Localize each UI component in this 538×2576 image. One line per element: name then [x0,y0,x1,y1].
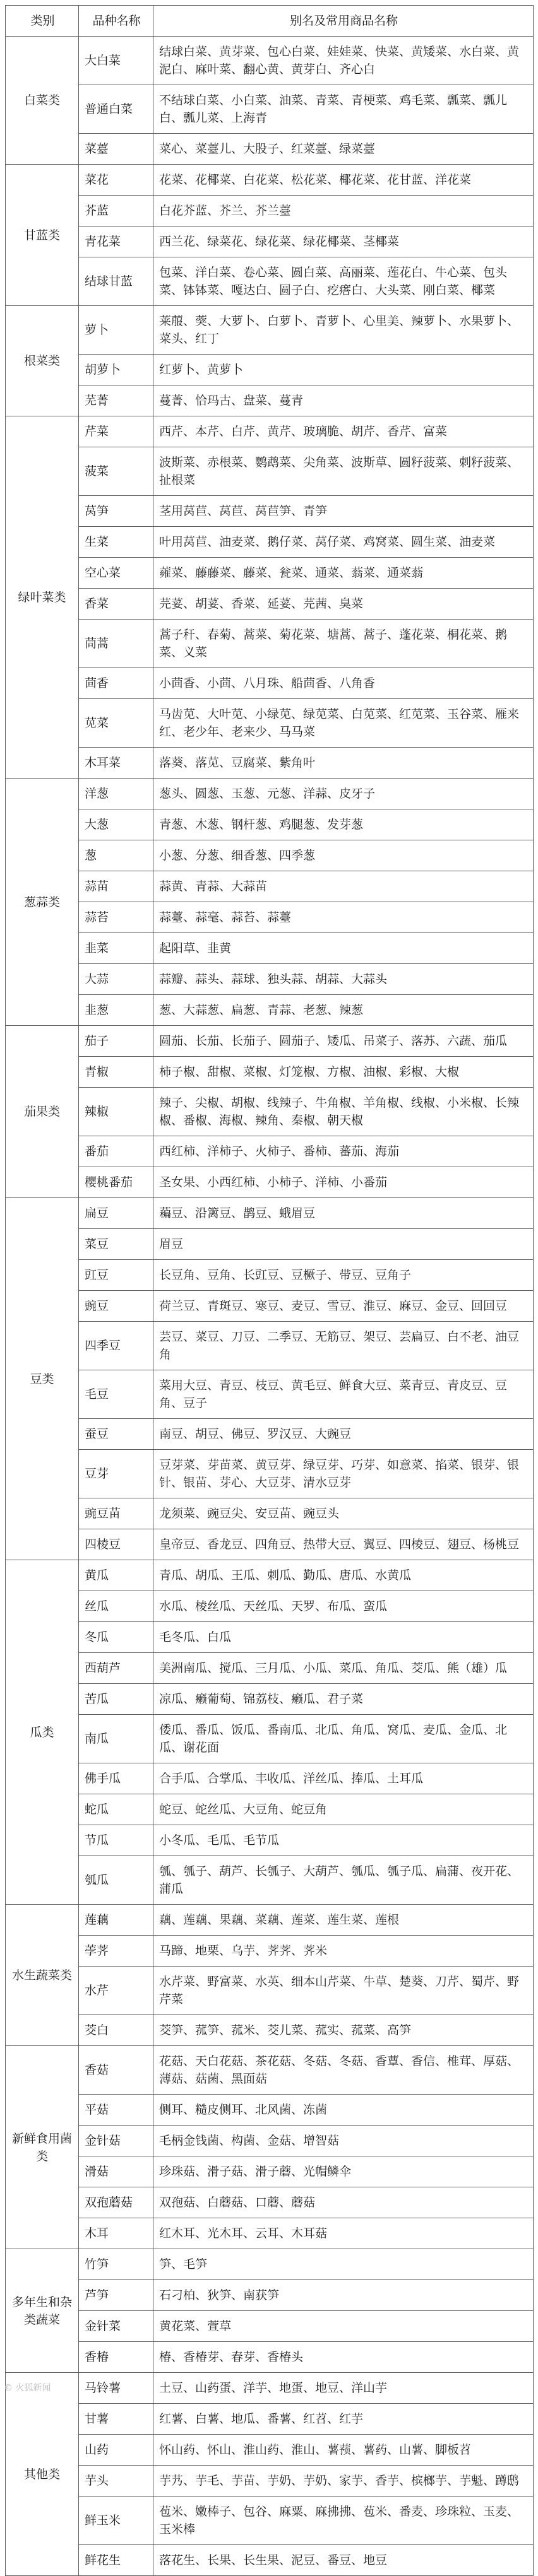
alias-names-cell: 菜心、菜薹儿、大股子、红菜薹、绿菜薹 [153,134,534,165]
variety-name-cell: 蛇瓜 [79,1794,153,1825]
alias-names-cell: 眉豆 [153,1229,534,1260]
variety-name-cell: 四棱豆 [79,1529,153,1560]
alias-names-cell: 葱头、圆葱、玉葱、元葱、洋蒜、皮牙子 [153,779,534,809]
alias-names-cell: 水芹菜、野富菜、水英、细本山芹菜、牛草、楚葵、刀芹、蜀芹、野芹菜 [153,1967,534,2015]
table-row [6,995,534,1026]
alias-names-cell: 蒜黄、青蒜、大蒜苗 [153,871,534,902]
variety-name-cell: 鲜花生 [79,2545,153,2576]
table-row [6,1370,534,1419]
alias-names-cell: 蕹菜、藤藤菜、藤菜、瓮菜、通菜、蓊菜、通菜蓊 [153,558,534,589]
table-row [6,1450,534,1498]
alias-names-cell: 毛冬瓜、白瓜 [153,1622,534,1653]
alias-names-cell: 茭笋、菰笋、菰米、茭儿菜、菰实、菰菜、高笋 [153,2015,534,2046]
table-row [6,1967,534,2015]
table-row [6,2187,534,2218]
table-row [6,1825,534,1856]
table-row [6,416,534,447]
variety-name-cell: 豇豆 [79,1260,153,1291]
alias-names-cell: 土豆、山药蛋、洋芋、地蛋、地豆、洋山芋 [153,2373,534,2404]
table-row [6,1498,534,1529]
variety-name-cell: 南瓜 [79,1715,153,1763]
table-row [6,748,534,779]
vegetable-name-table-wrapper [5,5,533,2576]
alias-names-cell: 不结球白菜、小白菜、油菜、青菜、青梗菜、鸡毛菜、瓢菜、瓢儿白、瓢儿菜、上海青 [153,85,534,134]
variety-name-cell: 番茄 [79,1136,153,1167]
alias-names-cell: 石刁柏、狄笋、南获笋 [153,2280,534,2311]
variety-name-cell: 平菇 [79,2095,153,2126]
variety-name-cell: 菜花 [79,165,153,196]
variety-name-cell: 茼蒿 [79,620,153,668]
table-row [6,620,534,668]
alias-names-cell: 凉瓜、癞葡萄、锦荔枝、癞瓜、君子菜 [153,1684,534,1715]
alias-names-cell: 美洲南瓜、搅瓜、三月瓜、小瓜、菜瓜、角瓜、茭瓜、熊（雄）瓜 [153,1653,534,1684]
variety-name-cell: 甘薯 [79,2404,153,2435]
alias-names-cell: 红木耳、光木耳、云耳、木耳菇 [153,2218,534,2249]
variety-name-cell: 莴笋 [79,496,153,527]
category-cell: 水生蔬菜类 [6,1905,79,2046]
alias-names-cell: 珍珠菇、滑子菇、滑子蘑、光帽鳞伞 [153,2156,534,2187]
category-cell: 根菜类 [6,306,79,416]
variety-name-cell: 豌豆苗 [79,1498,153,1529]
table-row [6,165,534,196]
variety-name-cell: 毛豆 [79,1370,153,1419]
table-row [6,1167,534,1198]
variety-name-cell: 蚕豆 [79,1419,153,1450]
variety-name-cell: 韭葱 [79,995,153,1026]
variety-name-cell: 金针菇 [79,2126,153,2156]
variety-name-cell: 菜豆 [79,1229,153,1260]
table-row [6,2280,534,2311]
variety-name-cell: 生菜 [79,527,153,558]
alias-names-cell: 黄花菜、萱草 [153,2311,534,2342]
table-row [6,1322,534,1370]
table-row [6,1763,534,1794]
table-row [6,1088,534,1136]
table-row [6,385,534,416]
variety-name-cell: 豌豆 [79,1291,153,1322]
watermark: © 火狐新闻 [4,2383,51,2393]
header-aliases: 别名及常用商品名称 [153,6,534,37]
alias-names-cell: 西红柿、洋柿子、火柿子、番柿、蕃茄、海茄 [153,1136,534,1167]
alias-names-cell: 红薯、白薯、地瓜、番薯、红苕、红芋 [153,2404,534,2435]
variety-name-cell: 丝瓜 [79,1591,153,1622]
alias-names-cell: 芫荽、胡荽、香菜、延荽、芫茜、臭菜 [153,589,534,620]
variety-name-cell: 蒜苔 [79,902,153,933]
alias-names-cell: 小葱、分葱、细香葱、四季葱 [153,840,534,871]
variety-name-cell: 茴香 [79,668,153,699]
variety-name-cell: 木耳菜 [79,748,153,779]
table-row [6,1026,534,1057]
variety-name-cell: 香菜 [79,589,153,620]
table-row [6,2311,534,2342]
variety-name-cell: 菠菜 [79,447,153,496]
alias-names-cell: 青瓜、胡瓜、王瓜、刺瓜、勤瓜、唐瓜、水黄瓜 [153,1560,534,1591]
category-cell: 豆类 [6,1198,79,1560]
table-row [6,2218,534,2249]
table-row [6,2466,534,2497]
alias-names-cell: 茎用莴苣、莴苣、莴苣笋、青笋 [153,496,534,527]
variety-name-cell: 大葱 [79,809,153,840]
table-row [6,2156,534,2187]
variety-name-cell: 香菇 [79,2046,153,2095]
table-row [6,871,534,902]
alias-names-cell: 红萝卜、黄萝卜 [153,355,534,385]
alias-names-cell: 荷兰豆、青斑豆、寒豆、麦豆、雪豆、淮豆、麻豆、金豆、回回豆 [153,1291,534,1322]
variety-name-cell: 菜薹 [79,134,153,165]
alias-names-cell: 莱菔、葖、大萝卜、白萝卜、青萝卜、心里美、辣萝卜、水果萝卜、菜头、红丁 [153,306,534,355]
table-row [6,2342,534,2373]
table-row [6,1291,534,1322]
table-row [6,2095,534,2126]
category-cell: 其他类 [6,2373,79,2576]
table-row [6,306,534,355]
table-row [6,134,534,165]
alias-names-cell: 合手瓜、合掌瓜、丰收瓜、洋丝瓜、捧瓜、土耳瓜 [153,1763,534,1794]
table-row [6,933,534,964]
table-row [6,2435,534,2466]
alias-names-cell: 青葱、木葱、钢杆葱、鸡腿葱、发芽葱 [153,809,534,840]
variety-name-cell: 葱 [79,840,153,871]
variety-name-cell: 滑菇 [79,2156,153,2187]
table-row [6,1529,534,1560]
alias-names-cell: 芋艿、芋毛、芋苗、芋奶、芋奶、家芋、香芋、槟榔芋、芋魁、蹲鸱 [153,2466,534,2497]
category-cell: 甘蓝类 [6,165,79,306]
variety-name-cell: 茭白 [79,2015,153,2046]
alias-names-cell: 花菇、天白花菇、茶花菇、冬菇、冬菇、香蕈、香信、椎茸、厚菇、薄菇、菇菌、黑面菇 [153,2046,534,2095]
alias-names-cell: 侧耳、糙皮侧耳、北风菌、冻菌 [153,2095,534,2126]
variety-name-cell: 洋葱 [79,779,153,809]
table-row [6,1715,534,1763]
table-row [6,1591,534,1622]
variety-name-cell: 芹菜 [79,416,153,447]
variety-name-cell: 马铃薯 [79,2373,153,2404]
variety-name-cell: 四季豆 [79,1322,153,1370]
alias-names-cell: 毛柄金钱菌、构菌、金菇、增智菇 [153,2126,534,2156]
variety-name-cell: 樱桃番茄 [79,1167,153,1198]
variety-name-cell: 韭菜 [79,933,153,964]
table-body [6,37,534,2576]
table-row [6,1136,534,1167]
category-cell: 茄果类 [6,1026,79,1198]
variety-name-cell: 芥蓝 [79,196,153,226]
alias-names-cell: 落葵、落苋、豆腐菜、紫角叶 [153,748,534,779]
category-cell: 绿叶菜类 [6,416,79,779]
alias-names-cell: 蔓菁、恰玛古、盘菜、蔓青 [153,385,534,416]
table-row [6,840,534,871]
table-row [6,355,534,385]
table-row [6,1653,534,1684]
alias-names-cell: 西芹、本芹、白芹、黄芹、玻璃脆、胡芹、香芹、富菜 [153,416,534,447]
alias-names-cell: 藕、莲藕、果藕、菜藕、莲菜、莲生菜、莲根 [153,1905,534,1936]
alias-names-cell: 蒜瓣、蒜头、蒜球、独头蒜、胡蒜、大蒜头 [153,964,534,995]
table-row [6,1684,534,1715]
variety-name-cell: 扁豆 [79,1198,153,1229]
alias-names-cell: 圆茄、长茄、长茄子、圆茄子、矮瓜、吊菜子、落苏、六蔬、茄瓜 [153,1026,534,1057]
variety-name-cell: 双孢蘑菇 [79,2187,153,2218]
variety-name-cell: 茄子 [79,1026,153,1057]
table-row [6,1560,534,1591]
variety-name-cell: 黄瓜 [79,1560,153,1591]
variety-name-cell: 蒜苗 [79,871,153,902]
table-row [6,527,534,558]
table-row [6,2373,534,2404]
variety-name-cell: 苋菜 [79,699,153,748]
category-cell: 多年生和杂类蔬菜 [6,2249,79,2373]
alias-names-cell: 波斯菜、赤根菜、鹦鹉菜、尖角菜、波斯草、圆籽菠菜、刺籽菠菜、扯根菜 [153,447,534,496]
table-row [6,668,534,699]
alias-names-cell: 花菜、花椰菜、白花菜、松花菜、椰花菜、花甘蓝、洋花菜 [153,165,534,196]
table-row [6,1856,534,1905]
table-row [6,496,534,527]
table-row [6,699,534,748]
alias-names-cell: 倭瓜、番瓜、饭瓜、番南瓜、北瓜、角瓜、窝瓜、麦瓜、金瓜、北瓜、谢花面 [153,1715,534,1763]
table-row [6,589,534,620]
alias-names-cell: 包菜、洋白菜、卷心菜、圆白菜、高丽菜、莲花白、牛心菜、包头菜、钵钵菜、嘎达白、圆子白、疙瘩白、大头菜、刚白菜、椰菜 [153,257,534,306]
table-row [6,1794,534,1825]
category-cell: 瓜类 [6,1560,79,1905]
variety-name-cell: 大蒜 [79,964,153,995]
category-cell: 白菜类 [6,37,79,165]
alias-names-cell: 笋、毛笋 [153,2249,534,2280]
alias-names-cell: 辣子、尖椒、胡椒、线辣子、牛角椒、羊角椒、线椒、小米椒、长辣椒、番椒、海椒、辣角、秦椒、朝天椒 [153,1088,534,1136]
table-row [6,1622,534,1653]
table-row [6,2126,534,2156]
variety-name-cell: 结球甘蓝 [79,257,153,306]
category-cell: 葱蒜类 [6,779,79,1026]
alias-names-cell: 南豆、胡豆、佛豆、罗汉豆、大豌豆 [153,1419,534,1450]
category-cell: 新鲜食用菌类 [6,2046,79,2249]
vegetable-name-table [5,5,534,2576]
variety-name-cell: 西葫芦 [79,1653,153,1684]
table-row [6,2404,534,2435]
alias-names-cell: 蒿子秆、春菊、蒿菜、菊花菜、塘蒿、蒿子、蓬花菜、桐花菜、鹅菜、义菜 [153,620,534,668]
alias-names-cell: 芸豆、菜豆、刀豆、二季豆、无筋豆、架豆、芸扁豆、白不老、油豆角 [153,1322,534,1370]
alias-names-cell: 双孢菇、白蘑菇、口蘑、蘑菇 [153,2187,534,2218]
variety-name-cell: 节瓜 [79,1825,153,1856]
variety-name-cell: 芜菁 [79,385,153,416]
table-row [6,779,534,809]
table-row [6,1905,534,1936]
variety-name-cell: 普通白菜 [79,85,153,134]
variety-name-cell: 芋头 [79,2466,153,2497]
table-row [6,196,534,226]
table-row [6,37,534,85]
alias-names-cell: 叶用莴苣、油麦菜、鹅仔菜、莴仔菜、鸡窝菜、圆生菜、油麦菜 [153,527,534,558]
table-row [6,1057,534,1088]
table-row [6,1936,534,1967]
alias-names-cell: 小冬瓜、毛瓜、毛节瓜 [153,1825,534,1856]
table-row [6,902,534,933]
header-category: 类别 [6,6,79,37]
variety-name-cell: 香椿 [79,2342,153,2373]
alias-names-cell: 起阳草、韭黄 [153,933,534,964]
variety-name-cell: 莲藕 [79,1905,153,1936]
table-row [6,558,534,589]
variety-name-cell: 瓠瓜 [79,1856,153,1905]
table-row [6,809,534,840]
alias-names-cell: 皇帝豆、香龙豆、四角豆、热带大豆、翼豆、四棱豆、翅豆、杨桃豆 [153,1529,534,1560]
alias-names-cell: 瓠、瓠子、葫芦、长瓠子、大葫芦、瓠瓜、瓠子瓜、扁蒲、夜开花、蒲瓜 [153,1856,534,1905]
variety-name-cell: 青椒 [79,1057,153,1088]
table-row [6,2497,534,2545]
alias-names-cell: 柿子椒、甜椒、菜椒、灯笼椒、方椒、油椒、彩椒、大椒 [153,1057,534,1088]
variety-name-cell: 佛手瓜 [79,1763,153,1794]
alias-names-cell: 结球白菜、黄芽菜、包心白菜、娃娃菜、快菜、黄矮菜、水白菜、黄泥白、麻叶菜、翻心黄、黄芽白、齐心白 [153,37,534,85]
variety-name-cell: 苦瓜 [79,1684,153,1715]
alias-names-cell: 怀山药、怀山、淮山药、淮山、薯蓣、薯药、山薯、脚板苕 [153,2435,534,2466]
table-row [6,1229,534,1260]
alias-names-cell: 圣女果、小西红柿、小柿子、洋柿、小番茄 [153,1167,534,1198]
table-row [6,2249,534,2280]
table-header-row [6,6,534,37]
variety-name-cell: 空心菜 [79,558,153,589]
table-row [6,85,534,134]
table-row [6,226,534,257]
header-variety: 品种名称 [79,6,153,37]
table-row [6,1419,534,1450]
alias-names-cell: 长豆角、豆角、长豇豆、豆橛子、带豆、豆角子 [153,1260,534,1291]
alias-names-cell: 落花生、长果、长生果、泥豆、番豆、地豆 [153,2545,534,2576]
alias-names-cell: 豆芽菜、芽苗菜、黄豆芽、绿豆芽、巧芽、如意菜、掐菜、银芽、银针、银苗、芽心、大豆芽、清水豆芽 [153,1450,534,1498]
alias-names-cell: 藊豆、沿篱豆、鹊豆、蛾眉豆 [153,1198,534,1229]
variety-name-cell: 木耳 [79,2218,153,2249]
table-row [6,1198,534,1229]
alias-names-cell: 水瓜、棱丝瓜、天丝瓜、天罗、布瓜、蛮瓜 [153,1591,534,1622]
table-row [6,447,534,496]
variety-name-cell: 青花菜 [79,226,153,257]
variety-name-cell: 水芹 [79,1967,153,2015]
table-row [6,964,534,995]
variety-name-cell: 荸荠 [79,1936,153,1967]
alias-names-cell: 椿、香椿芽、春芽、香椿头 [153,2342,534,2373]
table-row [6,1260,534,1291]
variety-name-cell: 山药 [79,2435,153,2466]
alias-names-cell: 马齿苋、大叶苋、小绿苋、绿苋菜、白苋菜、红苋菜、玉谷菜、雁来红、老少年、老来少、马马菜 [153,699,534,748]
alias-names-cell: 小茴香、小茴、八月珠、船茴香、八角香 [153,668,534,699]
variety-name-cell: 萝卜 [79,306,153,355]
alias-names-cell: 白花芥蓝、芥兰、芥兰薹 [153,196,534,226]
alias-names-cell: 龙须菜、豌豆尖、安豆苗、豌豆头 [153,1498,534,1529]
variety-name-cell: 豆芽 [79,1450,153,1498]
alias-names-cell: 蒜薹、蒜毫、蒜苔、蒜薹 [153,902,534,933]
variety-name-cell: 芦笋 [79,2280,153,2311]
variety-name-cell: 金针菜 [79,2311,153,2342]
alias-names-cell: 葱、大蒜葱、扁葱、青蒜、老葱、辣葱 [153,995,534,1026]
alias-names-cell: 菜用大豆、青豆、枝豆、黄毛豆、鲜食大豆、菜青豆、青皮豆、豆角、豆子 [153,1370,534,1419]
table-row [6,257,534,306]
alias-names-cell: 苞米、嫩棒子、包谷、麻粟、麻拂拂、苞米、番麦、珍珠粒、玉麦、玉米棒 [153,2497,534,2545]
variety-name-cell: 大白菜 [79,37,153,85]
alias-names-cell: 蛇豆、蛇丝瓜、大豆角、蛇豆角 [153,1794,534,1825]
variety-name-cell: 胡萝卜 [79,355,153,385]
alias-names-cell: 马蹄、地栗、乌芋、荠荠、荠米 [153,1936,534,1967]
table-row [6,2015,534,2046]
variety-name-cell: 竹笋 [79,2249,153,2280]
variety-name-cell: 辣椒 [79,1088,153,1136]
variety-name-cell: 鲜玉米 [79,2497,153,2545]
table-row [6,2046,534,2095]
table-row [6,2545,534,2576]
variety-name-cell: 冬瓜 [79,1622,153,1653]
alias-names-cell: 西兰花、绿菜花、绿花菜、绿花椰菜、茎椰菜 [153,226,534,257]
